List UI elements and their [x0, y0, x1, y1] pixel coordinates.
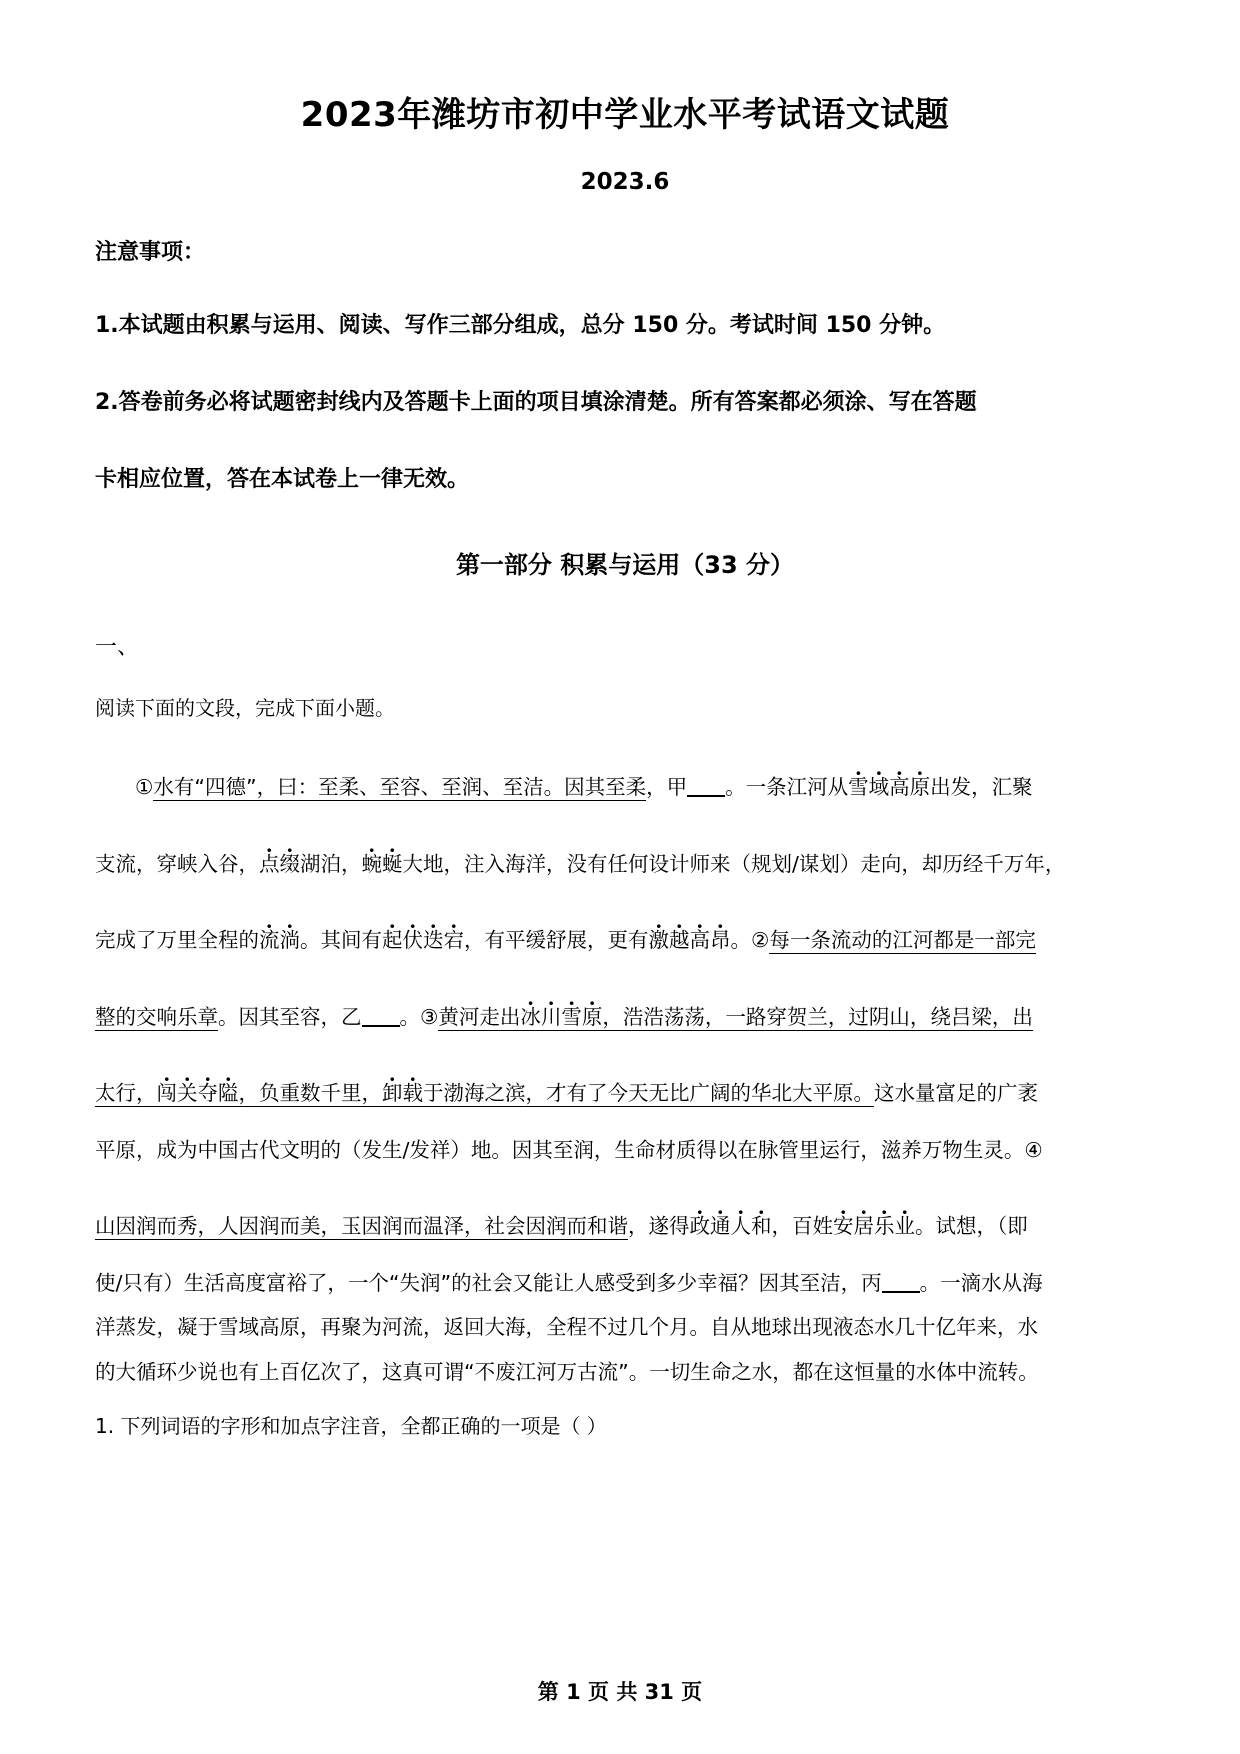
exam-date: 2023.6	[580, 168, 670, 195]
passage-line-7	[95, 1216, 1155, 1237]
passage-text-2b: 湖泊，	[300, 851, 362, 876]
passage-text-4b: 。③	[399, 1004, 439, 1029]
passage-text-5d: 于渤海之滨，才有了今天无比广阔的华北大平原。	[423, 1081, 874, 1106]
passage-underline-6: 山因润而秀，人因润而美，玉因润而温泽，社会因润而和谐	[95, 1214, 628, 1239]
passage-text-3b: 。其间有	[300, 928, 382, 953]
page-footer: 第 1 页 共 31 页	[537, 1680, 703, 1704]
passage-line-9: 洋蒸发，凝于雪域高原，再聚为河流，返回大海，全程不过几个月。自从地球出现液态水几十亿年来，水	[95, 1315, 1038, 1340]
passage-text-3d: 。②	[730, 928, 770, 953]
reading-passage	[95, 777, 1155, 1382]
notice-item-1: 1.本试题由积累与运用、阅读、写作三部分组成，总分 150 分。考试时间 150 分钟。	[95, 312, 946, 338]
passage-text-4a: 。因其至容，乙	[218, 1004, 362, 1029]
page-content	[95, 0, 1155, 1439]
emphasis-dots-chuangguanduoai: 闯关夺隘	[156, 1081, 239, 1106]
passage-underline-4	[438, 1005, 1033, 1031]
passage-underline-3: 整的交响乐章	[95, 1004, 218, 1029]
passage-line-5	[95, 1083, 1155, 1104]
passage-text-7c: 百姓	[792, 1214, 833, 1239]
passage-marker-1: ①	[135, 775, 154, 800]
passage-text-5e: 这水量富足的广袤	[874, 1081, 1038, 1106]
emphasis-dots-jiyuegaoang: 激越高昂	[648, 928, 731, 953]
passage-text-1c: 出发，汇聚	[930, 775, 1033, 800]
notice-heading: 注意事项：	[95, 239, 206, 265]
emphasis-dots-diancui: 点缀	[259, 851, 300, 876]
passage-text-7a: ，遂得	[628, 1214, 690, 1239]
blank-jia[interactable]	[687, 795, 725, 797]
notice-item-2-line1: 2.答卷前务必将试题密封线内及答题卡上面的项目填涂清楚。所有答案都必须涂、写在答题	[95, 389, 977, 415]
lead-in-instruction: 阅读下面的文段，完成下面小题。	[95, 696, 395, 721]
passage-text-1b: 。一条江河从	[725, 775, 849, 800]
passage-line-4	[95, 1004, 1155, 1029]
emphasis-dots-zhengtongrenhe: 政通人和	[689, 1214, 772, 1239]
emphasis-dots-anjuleye: 安居乐业	[833, 1214, 915, 1239]
blank-yi[interactable]	[362, 1025, 400, 1027]
passage-text-4d: ，浩浩荡荡，一路穿贺兰，过阴山，绕吕梁，出	[602, 1004, 1033, 1029]
passage-text-5a: 太行	[95, 1081, 136, 1106]
emphasis-dots-xueyu: 雪域高原	[848, 775, 931, 800]
passage-text-7b: ，	[771, 1214, 792, 1239]
question-1: 1. 下列词语的字形和加点字注音，全都正确的一项是（ ）	[95, 1414, 607, 1439]
emphasis-dots-wanyan: 蜿蜒	[361, 851, 403, 876]
section-number: 一、	[95, 634, 140, 660]
part-heading: 第一部分 积累与运用（33 分）	[455, 550, 795, 579]
passage-text-5b: ，	[136, 1081, 157, 1106]
passage-text-2a: 支流，穿峡入谷，	[95, 851, 259, 876]
passage-text-8a: 使/只有）生活高度富裕了，一个“失润”的社会又能让人感受到多少幸福？因其至洁，丙	[95, 1270, 882, 1295]
notice-item-2-line2: 卡相应位置，答在本试卷上一律无效。	[95, 466, 470, 492]
page-title: 2023年潍坊市初中学业水平考试语文试题	[300, 95, 950, 135]
passage-text-1a: ，甲	[646, 775, 688, 800]
passage-underline-5	[95, 1081, 874, 1107]
passage-line-1	[95, 777, 1155, 798]
passage-line-2	[95, 851, 1155, 876]
passage-text-7d: 。试想，（即	[915, 1214, 1028, 1239]
passage-text-5c: ，负重数千里，	[238, 1081, 382, 1106]
passage-line-6: 平原，成为中国古代文明的（发生/发祥）地。因其至润，生命材质得以在脉管里运行，滋养万物生灵。④	[95, 1137, 1043, 1162]
passage-text-4c: 黄河走出	[438, 1004, 521, 1029]
passage-underline-1: 水有“四德”，曰：至柔、至容、至润、至洁。因其至柔	[153, 775, 647, 800]
passage-text-2c: 大地，注入海洋，没有任何设计师来（规划/谋划）走向，却历经千万年，	[402, 851, 1066, 876]
passage-line-8	[95, 1270, 1155, 1295]
passage-text-3c: ，有平缓舒展，更有	[464, 928, 649, 953]
passage-line-3	[95, 930, 1155, 951]
passage-text-3a: 完成了万里全程的	[95, 928, 259, 953]
emphasis-dots-qifudiedang: 起伏迭宕	[382, 928, 464, 953]
emphasis-dots-bingchuanxueyuan: 冰川雪原	[520, 1004, 603, 1029]
emphasis-dots-liutang: 流淌	[259, 928, 300, 953]
emphasis-dots-xiezai: 卸载	[382, 1081, 423, 1106]
blank-bing[interactable]	[882, 1291, 920, 1293]
passage-underline-2: 每一条流动的江河都是一部完	[769, 928, 1036, 953]
passage-text-8b: 。一滴水从海	[919, 1270, 1043, 1295]
passage-line-10: 的大循环少说也有上百亿次了，这真可谓“不废江河万古流”。一切生命之水，都在这恒量的水体中流转。	[95, 1359, 1039, 1384]
